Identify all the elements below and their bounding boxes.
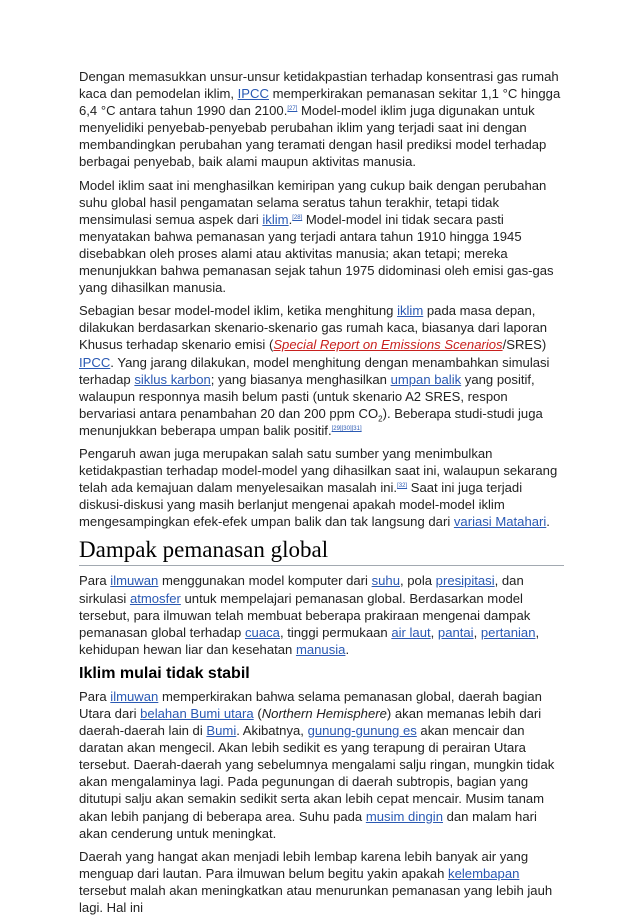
text: , (430, 624, 438, 640)
text: Sebagian besar model-model iklim, ketika menghitung (79, 303, 398, 319)
text: Dengan memasukkan unsur-unsur ketidakpastian terhadap konsentrasi gas rumah kaca dan pemodelan iklim, (79, 69, 559, 102)
text: dan malam hari akan cenderung untuk meningkat. (79, 808, 537, 841)
link-umpan-balik[interactable]: umpan balik (390, 371, 462, 387)
text: akan mencair dan daratan akan mengecil. Akan lebih sedikit es yang terapung di perairan Utara tersebut. Daerah-daerah yang sebelumnya mengalami salju ringan, mungkin tidak akan mengalaminya lagi. Pada pegunungan di daerah subtropis, bagian yang ditutupi salju akan semakin sedikit serta akan lebih cepat mencair. Musim tanam akan lebih panjang di beberapa area. Suhu pada (79, 723, 555, 824)
citation-28[interactable]: [28] (292, 214, 303, 221)
link-pantai[interactable]: pantai (437, 624, 474, 640)
paragraph-northern-warming (79, 688, 564, 842)
paragraph-clouds (79, 445, 564, 530)
subscript: 2 (378, 414, 383, 424)
text: Model-model ini tidak secara pasti menyatakan bahwa pemanasan yang terjadi antara tahun 1910 hingga 1945 disebabkan oleh proses alami atau aktivitas manusia; akan tetapi; mereka menunjukkan bahwa pemanasan sejak tahun 1975 didominasi oleh emisi gas-gas yang dihasilkan manusia. (79, 211, 554, 296)
text: , (473, 624, 481, 640)
text: /SRES) (502, 337, 547, 353)
citation-32[interactable]: [32] (397, 483, 408, 490)
link-ipcc[interactable]: IPCC (79, 354, 111, 370)
paragraph-ipcc-estimate (79, 68, 564, 171)
link-pertanian[interactable]: pertanian (480, 624, 536, 640)
text: Pengaruh awan juga merupakan salah satu sumber yang menimbulkan ketidakpastian terhadap model-model yang dihasilkan saat ini, walaupun sekarang telah ada kemajuan dalam menyelesaikan masalah ini. (79, 445, 558, 496)
link-ipcc[interactable]: IPCC (237, 86, 269, 102)
text: Model-model iklim juga digunakan untuk menyelidiki penyebab-penyebab perubahan iklim yang terjadi saat ini dengan membandingkan perubahan yang teramati dengan hasil prediksi model terhadap berbagai penyebab, baik alami maupun aktivitas manusia. (79, 103, 547, 170)
text: , tinggi permukaan (279, 624, 392, 640)
text: , pola (400, 573, 436, 589)
text: , kehidupan hewan liar dan kesehatan (79, 624, 540, 657)
text: ( (253, 706, 262, 721)
citation-29-31[interactable]: [29][30][31] (331, 425, 362, 432)
text: . (345, 641, 350, 657)
link-manusia[interactable]: manusia (295, 641, 346, 657)
link-presipitasi[interactable]: presipitasi (435, 573, 495, 589)
text: memperkirakan pemanasan sekitar 1,1 °C hingga 6,4 °C antara tahun 1990 dan 2100. (79, 86, 561, 119)
text: . (288, 211, 293, 227)
text: ; yang biasanya menghasilkan (210, 371, 391, 387)
text: Daerah yang hangat akan menjadi lebih lembap karena lebih banyak air yang menguap dari lautan. Para ilmuwan belum begitu yakin apakah (79, 848, 529, 881)
link-special-report-emissions-scenarios[interactable]: Special Report on Emissions Scenarios (273, 337, 503, 353)
link-iklim[interactable]: iklim (262, 211, 289, 227)
section-heading-dampak: Dampak pemanasan global (79, 536, 564, 566)
link-musim-dingin[interactable]: musim dingin (365, 808, 443, 824)
text: . Yang jarang dilakukan, model menghitung dengan menambahkan simulasi terhadap (79, 354, 550, 387)
text: . (546, 514, 550, 530)
link-gunung-gunung-es[interactable]: gunung-gunung es (307, 723, 417, 739)
link-kelembapan[interactable]: kelembapan (448, 865, 520, 881)
text: memperkirakan bahwa selama pemanasan global, daerah bagian Utara dari (79, 688, 542, 721)
paragraph-model-accuracy (79, 177, 564, 297)
link-cuaca[interactable]: cuaca (244, 624, 280, 640)
paragraph-humidity (79, 848, 564, 916)
link-belahan-bumi-utara[interactable]: belahan Bumi utara (140, 706, 254, 721)
text: tersebut malah akan meningkatkan atau menurunkan pemanasan yang lebih jauh lagi. Hal ini (79, 882, 553, 916)
text: Para (79, 688, 111, 704)
paragraph-scenarios (79, 302, 564, 439)
text: menggunakan model komputer dari (158, 573, 372, 589)
text: , dan sirkulasi (79, 573, 524, 606)
text: Model iklim saat ini menghasilkan kemiripan yang cukup baik dengan perubahan suhu global hasil pengamatan selama seratus tahun terakhir, tetapi tidak mensimulasi semua aspek dari (79, 177, 547, 227)
link-suhu[interactable]: suhu (371, 573, 400, 589)
citation-27[interactable]: [27] (287, 106, 298, 113)
link-siklus-karbon[interactable]: siklus karbon (134, 371, 211, 387)
text: ). Beberapa studi-studi juga menunjukkan beberapa umpan balik positif. (79, 405, 543, 438)
link-bumi[interactable]: Bumi (206, 723, 237, 739)
text: Para (79, 573, 111, 589)
text: . Akibatnya, (236, 723, 308, 739)
link-air-laut[interactable]: air laut (391, 624, 431, 640)
link-variasi-matahari[interactable]: variasi Matahari (453, 514, 547, 530)
text: ) akan memanas lebih dari daerah-daerah lain di (79, 706, 542, 739)
text: Saat ini juga terjadi diskusi-diskusi yang masih berlanjut mengenai apakah model-model iklim mengesampingkan efek-efek umpan balik dan tak langsung dari (79, 480, 523, 530)
text: untuk mempelajari pemanasan global. Berdasarkan model tersebut, para ilmuwan telah membuat beberapa prakiraan mengenai dampak pemanasan global terhadap (79, 590, 531, 640)
article-body (79, 68, 564, 922)
italic-text: Northern Hemisphere (261, 706, 387, 721)
text: yang positif, walaupun responnya masih belum pasti (untuk skenario A2 SRES, respon bervariasi antara penambahan 20 dan 200 ppm CO (79, 371, 535, 421)
paragraph-impact-models (79, 572, 564, 657)
link-ilmuwan[interactable]: ilmuwan (110, 688, 159, 704)
link-ilmuwan[interactable]: ilmuwan (110, 573, 159, 589)
link-atmosfer[interactable]: atmosfer (129, 590, 181, 606)
subsection-heading-iklim: Iklim mulai tidak stabil (79, 664, 250, 682)
link-iklim[interactable]: iklim (397, 303, 424, 319)
text: pada masa depan, dilakukan berdasarkan skenario-skenario gas rumah kaca, biasanya dari laporan Khusus terhadap skenario emisi ( (79, 303, 548, 353)
